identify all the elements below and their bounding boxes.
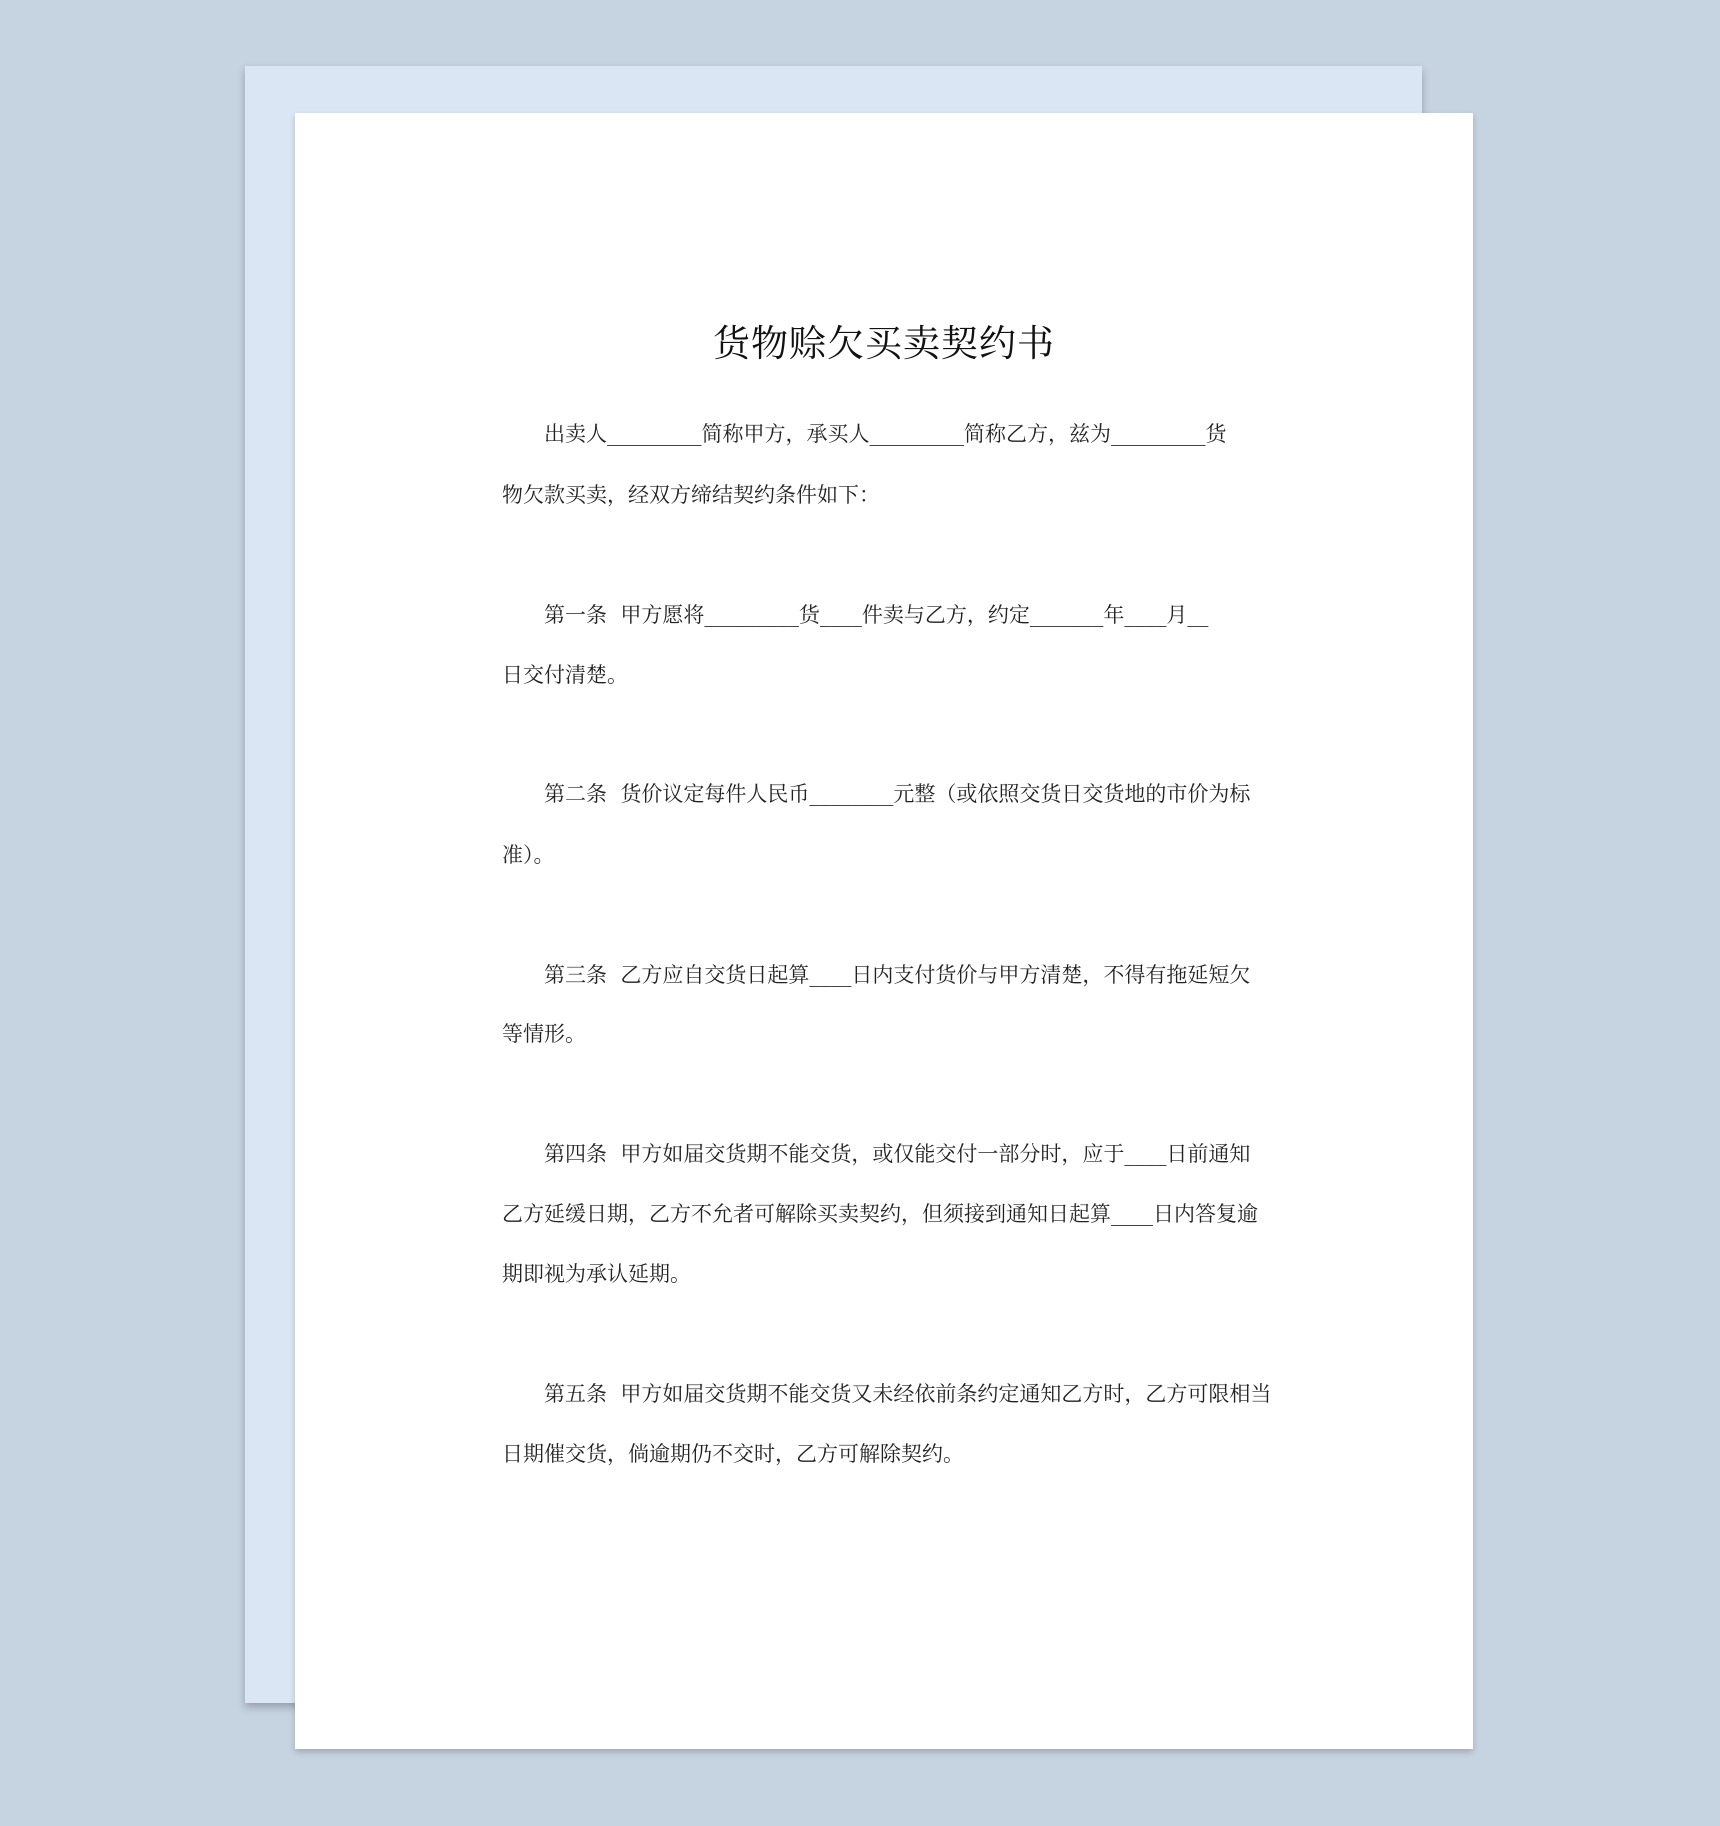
intro-line-1: 出卖人_________简称甲方，承买人_________简称乙方，兹为_________货 bbox=[544, 422, 1227, 446]
article-2-line-2: 准）。 bbox=[502, 843, 555, 867]
article-4-line-3: 期即视为承认延期。 bbox=[502, 1262, 691, 1286]
article-4-line-1: 第四条 甲方如届交货期不能交货，或仅能交付一部分时，应于____日前通知 bbox=[544, 1142, 1251, 1166]
article-5-line-2: 日期催交货，倘逾期仍不交时，乙方可解除契约。 bbox=[502, 1442, 964, 1466]
article-2-line-1: 第二条 货价议定每件人民币________元整（或依照交货日交货地的市价为标 bbox=[544, 782, 1251, 806]
article-5-line-1: 第五条 甲方如届交货期不能交货又未经依前条约定通知乙方时，乙方可限相当 bbox=[544, 1382, 1272, 1406]
intro-line-2: 物欠款买卖，经双方缔结契约条件如下： bbox=[502, 483, 880, 507]
article-1-line-1: 第一条 甲方愿将_________货____件卖与乙方，约定_______年____月__ bbox=[544, 603, 1209, 627]
document-page bbox=[295, 113, 1473, 1749]
article-3-line-2: 等情形。 bbox=[502, 1022, 586, 1046]
article-3-line-1: 第三条 乙方应自交货日起算____日内支付货价与甲方清楚，不得有拖延短欠 bbox=[544, 963, 1251, 987]
document-title: 货物赊欠买卖契约书 bbox=[713, 322, 1055, 365]
article-4-line-2: 乙方延缓日期，乙方不允者可解除买卖契约，但须接到通知日起算____日内答复逾 bbox=[502, 1202, 1258, 1226]
article-1-line-2: 日交付清楚。 bbox=[502, 663, 628, 687]
